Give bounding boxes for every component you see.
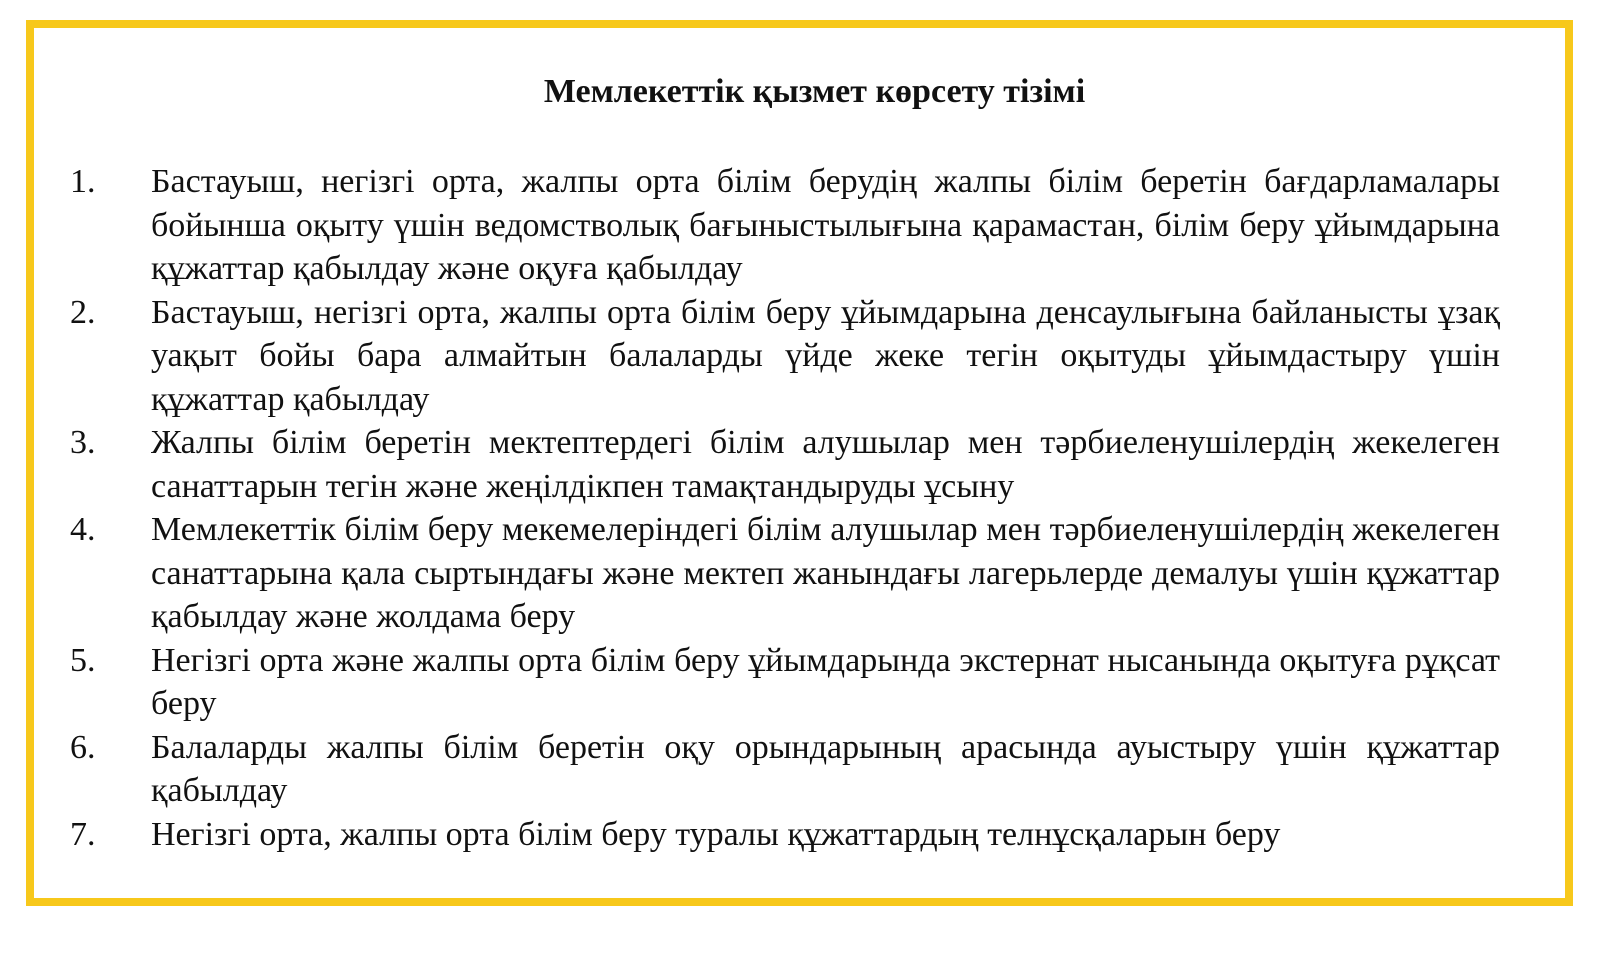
list-item bbox=[70, 639, 1500, 726]
item-number: 1. bbox=[70, 163, 96, 200]
item-text: Балаларды жалпы білім беретін оқу орындарының арасында ауыстыру үшін құжаттар қабылдау bbox=[151, 728, 1500, 809]
item-text: Жалпы білім беретін мектептердегі білім алушылар мен тәрбиеленушілердің жекелеген санаттарын тегін және жеңілдікпен тамақтандыруды ұсыну bbox=[151, 424, 1500, 505]
item-number: 6. bbox=[70, 728, 96, 766]
item-number: 5. bbox=[70, 641, 96, 679]
document-frame bbox=[26, 20, 1573, 906]
item-number: 3. bbox=[70, 424, 96, 461]
item-number: 2. bbox=[70, 293, 96, 331]
list-item bbox=[70, 421, 1500, 508]
list-item bbox=[70, 726, 1500, 813]
list-item bbox=[70, 291, 1500, 422]
item-text: Негізгі орта және жалпы орта білім беру ұйымдарында экстернат нысанында оқытуға рұқсат беру bbox=[151, 641, 1500, 722]
document-title: Мемлекеттік қызмет көрсету тізімі bbox=[543, 73, 1086, 110]
services-list bbox=[70, 160, 1500, 856]
item-text: Мемлекеттік білім беру мекемелеріндегі білім алушылар мен тәрбиеленушілердің жекелеген санаттарына қала сыртындағы және мектеп жанындағы лагерьлерде демалуы үшін құжаттар қабылдау және жолдама беру bbox=[151, 511, 1500, 635]
item-number: 7. bbox=[70, 815, 96, 853]
item-text: Бастауыш, негізгі орта, жалпы орта білім беру ұйымдарына денсаулығына байланысты ұзақ уақыт бойы бара алмайтын балаларды үйде жеке тегін оқытуды ұйымдастыру үшін құжаттар қабылдау bbox=[151, 293, 1500, 418]
list-item bbox=[70, 160, 1500, 291]
list-item bbox=[70, 508, 1500, 639]
item-text: Негізгі орта, жалпы орта білім беру туралы құжаттардың телнұсқаларын беру bbox=[151, 815, 1281, 853]
list-item bbox=[70, 813, 1500, 857]
item-text: Бастауыш, негізгі орта, жалпы орта білім берудің жалпы білім беретін бағдарламалары бойынша оқыту үшін ведомстволық бағыныстылығына қарамастан, білім беру ұйымдарына құжаттар қабылдау және оқуға қабылдау bbox=[151, 163, 1500, 287]
item-number: 4. bbox=[70, 511, 96, 548]
